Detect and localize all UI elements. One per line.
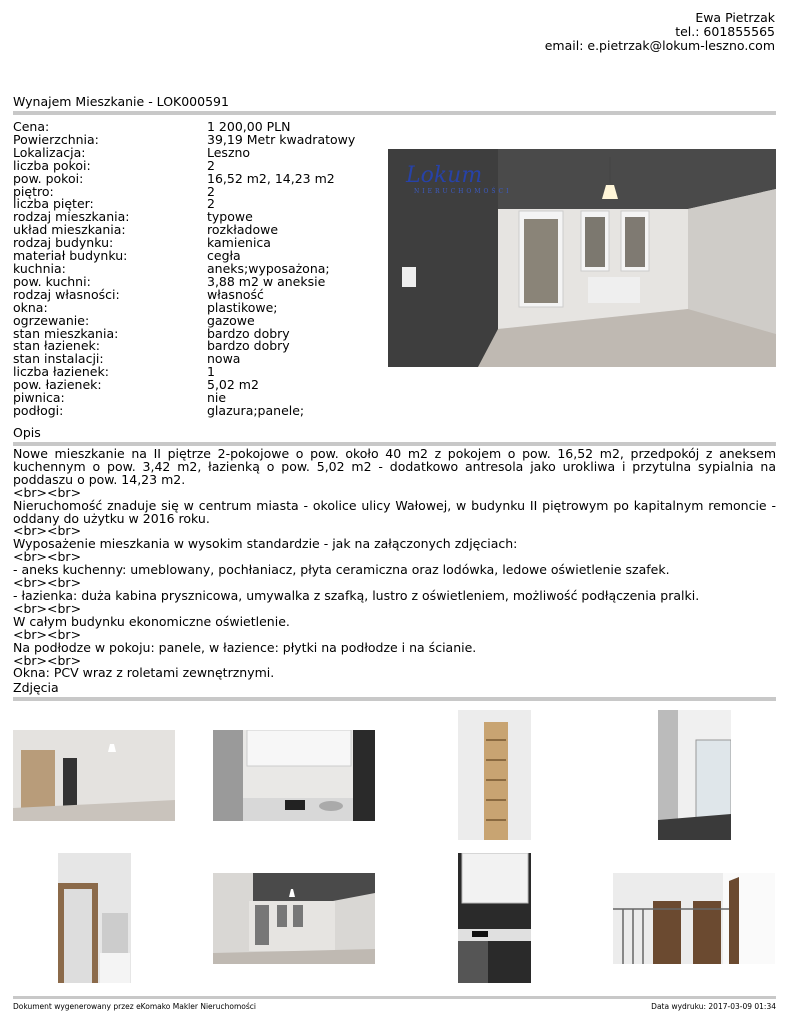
property-list <box>13 121 355 418</box>
photo-thumbnail[interactable] <box>58 853 131 983</box>
property-value: 2 <box>207 196 215 212</box>
description-paragraph: Wyposażenie mieszkania w wysokim standardzie - jak na załączonych zdjęciach: <box>13 536 518 552</box>
lokum-logo: Lokum NIERUCHOMOŚCI <box>406 163 512 195</box>
photo-thumbnail[interactable] <box>613 873 775 964</box>
property-label: liczba pięter: <box>13 196 94 212</box>
property-value: nowa <box>207 351 241 367</box>
description-paragraph: <br><br> <box>13 549 82 565</box>
property-value: 3,88 m2 w aneksie <box>207 273 326 289</box>
property-value: rozkładowe <box>207 222 279 238</box>
property-label: ogrzewanie: <box>13 312 90 328</box>
property-value: aneks;wyposażona; <box>207 260 330 276</box>
description-paragraph: Na podłodze w pokoju: panele, w łazience: płytki na podłodze i na ścianie. <box>13 639 477 655</box>
property-label: rodzaj mieszkania: <box>13 209 130 225</box>
property-label: Lokalizacja: <box>13 144 86 160</box>
footer-generator: Dokument wygenerowany przez eKomako Makler Nieruchomości <box>13 1002 256 1011</box>
property-value: gazowe <box>207 312 255 328</box>
property-label: piwnica: <box>13 390 65 406</box>
property-label: liczba łazienek: <box>13 364 109 380</box>
property-value: plastikowe; <box>207 299 278 315</box>
property-value: 2 <box>207 183 215 199</box>
description-paragraph: Nieruchomość znaduje się w centrum miasta - okolice ulicy Wałowej, w budynku II piętrowym po kapitalnym remoncie - oddany do użytku w 2016 roku. <box>13 497 776 526</box>
description-paragraph: <br><br> <box>13 575 82 591</box>
property-label: kuchnia: <box>13 260 66 276</box>
property-value: 1 <box>207 364 215 380</box>
description-paragraph: <br><br> <box>13 484 82 500</box>
property-value: 2 <box>207 157 215 173</box>
footer-print-date: Data wydruku: 2017-03-09 01:34 <box>651 1002 776 1011</box>
description-paragraph: <br><br> <box>13 652 82 668</box>
property-value: 39,19 Metr kwadratowy <box>207 131 356 147</box>
description-paragraph: <br><br> <box>13 600 82 616</box>
property-label: podłogi: <box>13 402 64 418</box>
photo-thumbnail[interactable] <box>458 710 531 840</box>
photo-thumbnail[interactable] <box>458 853 531 983</box>
property-value: typowe <box>207 209 253 225</box>
property-value: 5,02 m2 <box>207 377 259 393</box>
photos-divider <box>13 697 776 701</box>
property-value: bardzo dobry <box>207 325 290 341</box>
property-label: Powierzchnia: <box>13 131 99 147</box>
property-value: 16,52 m2, 14,23 m2 <box>207 170 335 186</box>
description-text <box>13 448 776 680</box>
property-label: materiał budynku: <box>13 248 128 264</box>
title-divider <box>13 111 776 115</box>
photo-thumbnail[interactable] <box>13 730 175 821</box>
property-label: rodzaj własności: <box>13 286 120 302</box>
property-row <box>13 402 355 418</box>
description-paragraph: Okna: PCV wraz z roletami zewnętrznymi. <box>13 665 275 681</box>
property-value: glazura;panele; <box>207 402 305 418</box>
property-value: bardzo dobry <box>207 338 290 354</box>
agent-contact <box>545 11 775 53</box>
property-label: stan instalacji: <box>13 351 104 367</box>
property-label: stan mieszkania: <box>13 325 119 341</box>
photo-thumbnail[interactable] <box>658 710 731 840</box>
listing-title: Wynajem Mieszkanie - LOK000591 <box>13 94 229 109</box>
agent-name: Ewa Pietrzak <box>695 10 775 25</box>
property-value: kamienica <box>207 235 271 251</box>
description-heading: Opis <box>13 425 41 440</box>
property-label: pow. kuchni: <box>13 273 91 289</box>
property-row <box>13 170 355 186</box>
property-value: cegła <box>207 248 241 264</box>
photo-thumbnail[interactable] <box>213 873 375 964</box>
property-label: Cena: <box>13 119 50 134</box>
description-paragraph: - łazienka: duża kabina prysznicowa, umywalka z szafką, lustro z oświetleniem, możliwość podłączenia pralki. <box>13 587 700 603</box>
main-photo <box>388 149 776 367</box>
agent-email: email: e.pietrzak@lokum-leszno.com <box>544 38 775 53</box>
property-label: pow. łazienek: <box>13 377 102 393</box>
property-value: własność <box>207 286 264 302</box>
property-value: 1 200,00 PLN <box>207 119 291 134</box>
property-label: piętro: <box>13 183 54 199</box>
description-paragraph: W całym budynku ekonomiczne oświetlenie. <box>13 613 290 629</box>
agent-phone: tel.: 601855565 <box>675 24 775 39</box>
description-paragraph: - aneks kuchenny: umeblowany, pochłaniacz, płyta ceramiczna oraz lodówka, ledowe oświetlenie szafek. <box>13 562 670 578</box>
property-label: liczba pokoi: <box>13 157 91 173</box>
description-paragraph: <br><br> <box>13 626 82 642</box>
footer-divider <box>13 996 776 999</box>
property-label: okna: <box>13 299 48 315</box>
property-value: Leszno <box>207 144 251 160</box>
photo-thumbnail[interactable] <box>213 730 375 821</box>
property-value: nie <box>207 390 227 406</box>
property-label: pow. pokoi: <box>13 170 84 186</box>
property-row <box>13 286 355 302</box>
description-paragraph: <br><br> <box>13 523 82 539</box>
property-label: stan łazienek: <box>13 338 100 354</box>
description-paragraph: Nowe mieszkanie na II piętrze 2-pokojowe o pow. około 40 m2 z pokojem o pow. 16,52 m2, przedpokój z aneksem kuchennym o pow. 3,42 m2, łazienką o pow. 5,02 m2 - dodatkowo antresola jako urokliwa i przytulna sypialnia na poddaszu o pow. 14,23 m2. <box>13 446 776 487</box>
property-label: rodzaj budynku: <box>13 235 114 251</box>
photos-heading: Zdjęcia <box>13 680 59 695</box>
property-label: układ mieszkania: <box>13 222 126 238</box>
